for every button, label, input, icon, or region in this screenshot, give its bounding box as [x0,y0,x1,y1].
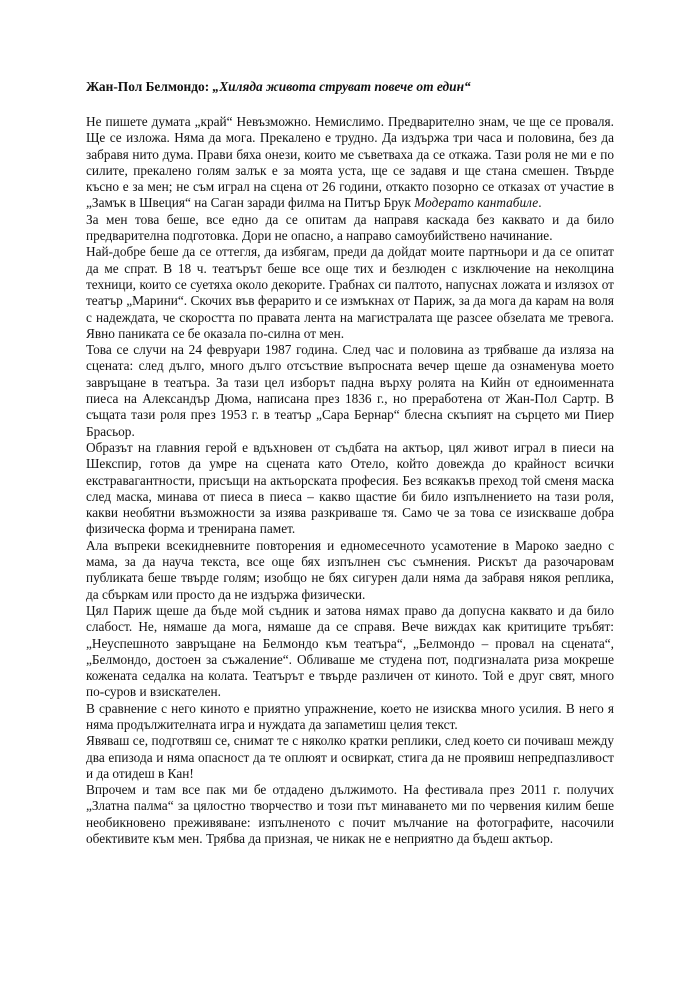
document-page [86,78,614,847]
paragraph-1 [86,114,614,212]
paragraph-10: Впрочем и там все пак ми бе отдадено дължимото. На фестивала през 2011 г. получих „Златна палма“ за цялостно творчество и този път минаването ми по червения килим беше необикновено преживяване: изпълненото с почит мълчание на фотографите, насочили обективите към мен. Трябва да призная, че никак не е неприятно да бъдеш актьор. [86,782,614,847]
paragraph-9: Явяваш се, подготвяш се, снимат те с няколко кратки реплики, след което си почиваш между два епизода и няма опасност да те оплюят и освиркат, стига да не проявиш непредпазливост и да отидеш в Кан! [86,733,614,781]
paragraph-1-text: Не пишете думата „край“ Невъзможно. Немислимо. Предварително знам, че ще се проваля. Ще се изложа. Няма да мога. Прекалено е трудно. Да издържа три часа и половина, без да забравя нито дума. Прави бяха онези, които ме съветваха да се откажа. Тази роля не ми е по силите, прекалено голям залък е за моята уста, ще се задавя и ще стана смешен. Твърде късно е за мен; не съм играл на сцена от 26 години, откакто позорно се отказах от участие в „Замък в Швеция“ на Саган заради филма на Питър Брук [86,114,614,211]
paragraph-7: Цял Париж щеше да бъде мой съдник и затова нямах право да допусна каквато и да било слабост. Не, нямаше да мога, нямаше да се справя. Вече виждах как критиците тръбят: „Неуспешното завръщане на Белмондо към театъра“, „Белмондо – провал на сцената“, „Белмондо, достоен за съжаление“. Обливаше ме студена пот, подгизналата риза мокреше кожената седалка на колата. Театърът е твърде различен от киното. Той е друг свят, много по-суров и взискателен. [86,602,614,700]
paragraph-5: Образът на главния герой е вдъхновен от съдбата на актьор, цял живот играл в пиеси на Шекспир, готов да умре на сцената като Отело, който довежда до крайност всички екстравагантности, присъщи на актьорската професия. Без всякакъв преход той сменя маска след маска, минава от пиеса в пиеса – какво щастие би било изпълнението на тази роля, какви необятни възможности за изява разкриваше тя. Само че за това се изискваше добра физическа форма и тренирана памет. [86,439,614,537]
paragraph-4: Това се случи на 24 февруари 1987 година. След час и половина аз трябваше да изляза на сцената: след дълго, много дълго отсъствие въпросната вечер щеше да ознаменува моето завръщане в театъра. За тази цел изборът падна върху ролята на Кийн от едноименната пиеса на Александър Дюма, написана през 1836 г., но преработена от Жан-Пол Сартр. В същата тази роля през 1953 г. в театър „Сара Бернар“ блесна скъпият на сърцето ми Пиер Брасьор. [86,342,614,439]
paragraph-3: Най-добре беше да се оттегля, да избягам, преди да дойдат моите партньори и да се опитат да ме спрат. В 18 ч. театърът беше все още тих и безлюден с изключение на неколцина техници, които се суетяха около декорите. Грабнах си палтото, напуснах ложата и излязох от театър „Марини“. Скочих във ферарито и се измъкнах от Париж, за да мога да карам на воля с надеждата, че скоростта по правата лента на магистралата ще разсее обзелата ме тревога. Явно паниката се бе оказала по-силна от мен. [86,244,614,341]
title-author: Жан-Пол Белмондо: [86,79,210,94]
paragraph-8: В сравнение с него киното е приятно упражнение, което не изисква много усилия. В него я няма продължителната игра и нуждата да запаметиш целия текст. [86,700,614,732]
paragraph-2: За мен това беше, все едно да се опитам да направя каскада без каквато и да било предварителна подготовка. Дори не опасно, а направо самоубийствено начинание. [86,211,614,244]
title-quote: „Хиляда живота струват повече от един“ [212,79,471,94]
article-title [86,78,614,96]
film-title: Модерато кантабиле [414,195,539,211]
paragraph-1-end: . [538,195,542,211]
paragraph-6: Ала въпреки всекидневните повторения и едномесечното усамотение в Мароко заедно с мама, за да науча текста, все още бях изпълнен със съмнения. Рискът да разочаровам публиката беше твърде голям; изобщо не бях сигурен дали няма да забравя някоя реплика, да сбъркам или просто да не издържа физически. [86,537,614,602]
